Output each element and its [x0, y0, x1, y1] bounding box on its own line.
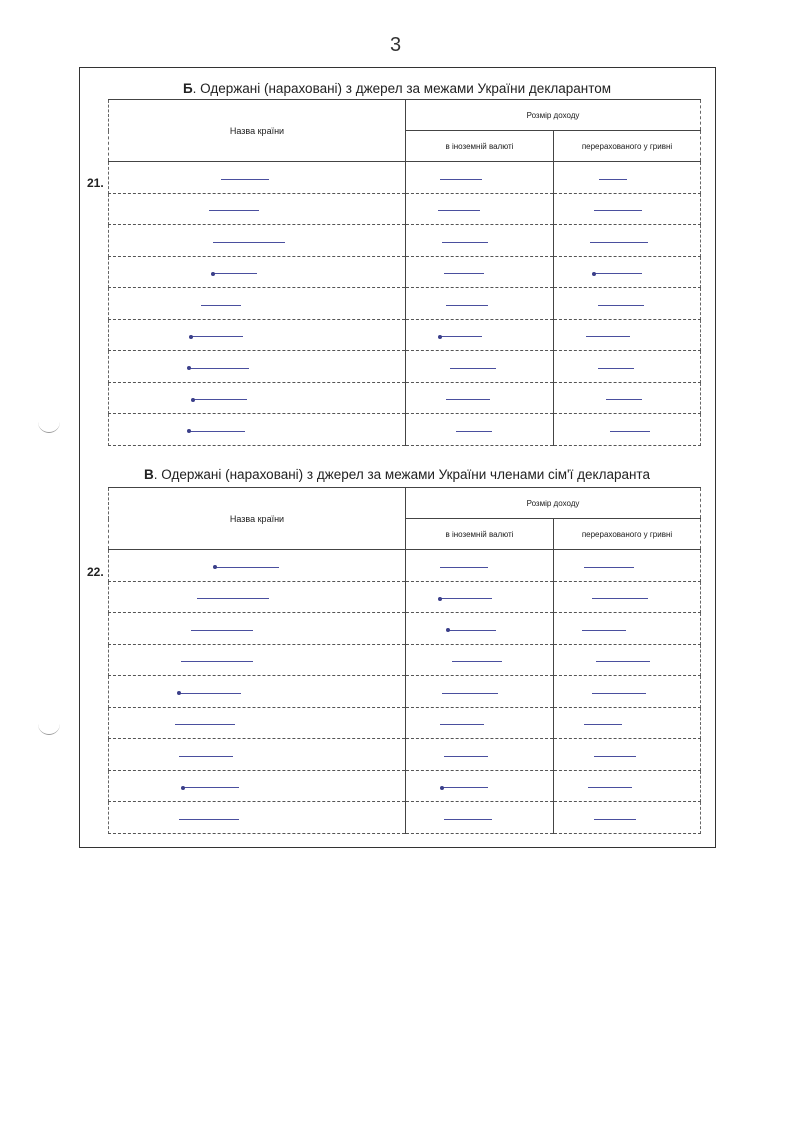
- empty-dash-mark: [191, 336, 243, 337]
- empty-dash-mark: [209, 210, 259, 211]
- country-cell: [109, 676, 406, 708]
- country-cell: [109, 770, 406, 802]
- empty-dash-mark: [179, 819, 239, 820]
- foreign-currency-cell: [406, 225, 554, 257]
- uah-cell: [554, 193, 701, 225]
- empty-dash-mark: [598, 305, 644, 306]
- empty-dash-mark: [197, 598, 269, 599]
- uah-cell: [554, 162, 701, 194]
- foreign-currency-cell: [406, 382, 554, 414]
- uah-cell: [554, 382, 701, 414]
- empty-dash-mark: [189, 368, 249, 369]
- foreign-currency-cell: [406, 613, 554, 645]
- foreign-currency-cell: [406, 414, 554, 446]
- section-b-title-text: . Одержані (нараховані) з джерел за межами України декларантом: [192, 81, 612, 96]
- uah-cell: [554, 676, 701, 708]
- country-cell: [109, 802, 406, 834]
- foreign-currency-cell: [406, 739, 554, 771]
- country-cell: [109, 414, 406, 446]
- uah-cell: [554, 225, 701, 257]
- empty-dash-mark: [588, 787, 632, 788]
- empty-dash-mark: [444, 273, 484, 274]
- empty-dash-mark: [179, 756, 233, 757]
- empty-dash-mark: [213, 273, 257, 274]
- uah-cell: [554, 581, 701, 613]
- section-b-row: [109, 193, 701, 225]
- uah-cell: [554, 739, 701, 771]
- empty-dash-mark: [175, 724, 235, 725]
- empty-dash-mark: [444, 819, 492, 820]
- income-size-header: Розмір доходу: [406, 488, 701, 519]
- empty-dash-mark: [599, 179, 627, 180]
- country-cell: [109, 162, 406, 194]
- section-b-letter: Б: [182, 81, 193, 96]
- empty-dash-mark: [446, 399, 490, 400]
- section-b-row: [109, 382, 701, 414]
- empty-dash-mark: [584, 567, 634, 568]
- section-b-title: [0, 81, 794, 96]
- country-cell: [109, 739, 406, 771]
- section-v-row: [109, 802, 701, 834]
- empty-dash-mark: [442, 242, 488, 243]
- section-v-row: [109, 613, 701, 645]
- section-v-row-number: 22.: [87, 565, 104, 579]
- foreign-currency-cell: [406, 581, 554, 613]
- empty-dash-mark: [606, 399, 642, 400]
- empty-dash-mark: [213, 242, 285, 243]
- country-name-header: Назва країни: [109, 488, 406, 550]
- empty-dash-mark: [594, 756, 636, 757]
- empty-dash-mark: [189, 431, 245, 432]
- country-cell: [109, 225, 406, 257]
- foreign-currency-cell: [406, 676, 554, 708]
- empty-dash-mark: [201, 305, 241, 306]
- page-number: 3: [390, 34, 402, 56]
- empty-dash-mark: [440, 567, 488, 568]
- empty-dash-mark: [440, 598, 492, 599]
- country-cell: [109, 613, 406, 645]
- empty-dash-mark: [193, 399, 247, 400]
- foreign-currency-cell: [406, 550, 554, 582]
- section-v-row: [109, 676, 701, 708]
- country-name-header: Назва країни: [109, 100, 406, 162]
- foreign-currency-cell: [406, 288, 554, 320]
- empty-dash-mark: [594, 273, 642, 274]
- empty-dash-mark: [452, 661, 502, 662]
- country-cell: [109, 382, 406, 414]
- section-b-row-number: 21.: [87, 176, 104, 190]
- foreign-currency-cell: [406, 802, 554, 834]
- empty-dash-mark: [584, 724, 622, 725]
- section-b-row: [109, 351, 701, 383]
- section-v-title-text: . Одержані (нараховані) з джерел за межами України членами сім'ї декларанта: [153, 467, 650, 482]
- country-cell: [109, 256, 406, 288]
- country-cell: [109, 550, 406, 582]
- empty-dash-mark: [592, 598, 648, 599]
- uah-cell: [554, 288, 701, 320]
- section-v-title: [0, 467, 794, 482]
- section-b-row: [109, 319, 701, 351]
- empty-dash-mark: [594, 819, 636, 820]
- uah-converted-header: перерахованого у гривні: [554, 519, 701, 550]
- empty-dash-mark: [442, 787, 488, 788]
- punch-hole-mark: [38, 722, 60, 735]
- empty-dash-mark: [590, 242, 648, 243]
- empty-dash-mark: [586, 336, 630, 337]
- country-cell: [109, 193, 406, 225]
- section-b-row: [109, 162, 701, 194]
- section-b-row: [109, 288, 701, 320]
- empty-dash-mark: [596, 661, 650, 662]
- foreign-currency-cell: [406, 644, 554, 676]
- empty-dash-mark: [221, 179, 269, 180]
- empty-dash-mark: [440, 179, 482, 180]
- country-cell: [109, 319, 406, 351]
- income-size-header: Розмір доходу: [406, 100, 701, 131]
- foreign-currency-cell: [406, 770, 554, 802]
- foreign-currency-header: в іноземній валюті: [406, 519, 554, 550]
- empty-dash-mark: [444, 756, 488, 757]
- uah-cell: [554, 644, 701, 676]
- empty-dash-mark: [450, 368, 496, 369]
- section-v-row: [109, 707, 701, 739]
- foreign-currency-cell: [406, 351, 554, 383]
- foreign-currency-cell: [406, 162, 554, 194]
- empty-dash-mark: [438, 210, 480, 211]
- empty-dash-mark: [442, 693, 498, 694]
- foreign-currency-cell: [406, 193, 554, 225]
- uah-cell: [554, 802, 701, 834]
- foreign-currency-header: в іноземній валюті: [406, 131, 554, 162]
- section-b-row: [109, 414, 701, 446]
- uah-converted-header: перерахованого у гривні: [554, 131, 701, 162]
- punch-hole-mark: [38, 420, 60, 433]
- empty-dash-mark: [456, 431, 492, 432]
- country-cell: [109, 581, 406, 613]
- foreign-currency-cell: [406, 319, 554, 351]
- country-cell: [109, 288, 406, 320]
- empty-dash-mark: [582, 630, 626, 631]
- uah-cell: [554, 613, 701, 645]
- empty-dash-mark: [179, 693, 241, 694]
- empty-dash-mark: [594, 210, 642, 211]
- uah-cell: [554, 770, 701, 802]
- empty-dash-mark: [440, 336, 482, 337]
- section-b-row: [109, 256, 701, 288]
- empty-dash-mark: [183, 787, 239, 788]
- country-cell: [109, 707, 406, 739]
- section-v-row: [109, 644, 701, 676]
- empty-dash-mark: [191, 630, 253, 631]
- foreign-currency-cell: [406, 256, 554, 288]
- empty-dash-mark: [610, 431, 650, 432]
- country-cell: [109, 644, 406, 676]
- section-v-letter: В: [144, 467, 154, 482]
- section-v-row: [109, 581, 701, 613]
- uah-cell: [554, 707, 701, 739]
- empty-dash-mark: [598, 368, 634, 369]
- uah-cell: [554, 414, 701, 446]
- section-v-row: [109, 739, 701, 771]
- section-v-row: [109, 550, 701, 582]
- empty-dash-mark: [181, 661, 253, 662]
- section-b-row: [109, 225, 701, 257]
- uah-cell: [554, 319, 701, 351]
- section-v-row: [109, 770, 701, 802]
- uah-cell: [554, 256, 701, 288]
- uah-cell: [554, 351, 701, 383]
- country-cell: [109, 351, 406, 383]
- empty-dash-mark: [592, 693, 646, 694]
- foreign-currency-cell: [406, 707, 554, 739]
- uah-cell: [554, 550, 701, 582]
- section-b-table: [108, 99, 701, 446]
- empty-dash-mark: [215, 567, 279, 568]
- empty-dash-mark: [448, 630, 496, 631]
- empty-dash-mark: [446, 305, 488, 306]
- empty-dash-mark: [440, 724, 484, 725]
- section-v-table: [108, 487, 701, 834]
